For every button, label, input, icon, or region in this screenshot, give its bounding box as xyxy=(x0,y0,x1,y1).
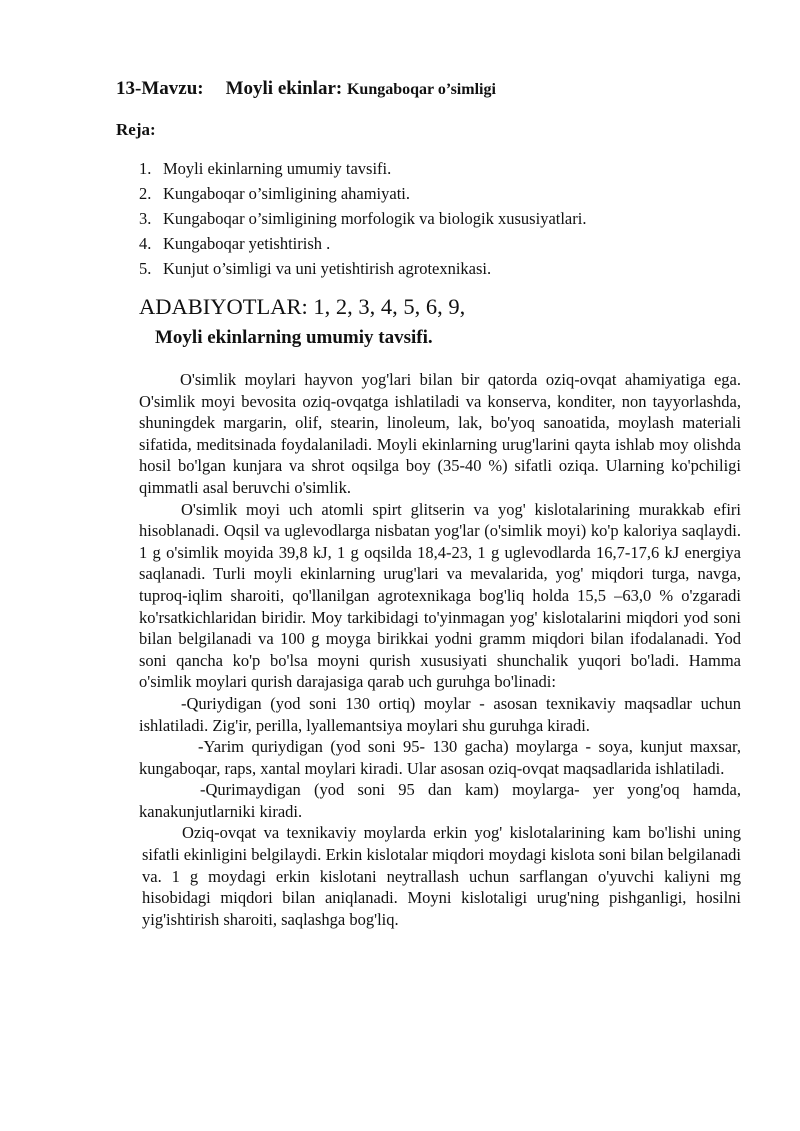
section-heading: Moyli ekinlarning umumiy tavsifi. xyxy=(155,327,433,348)
paragraph: -Yarim quriydigan (yod soni 95- 130 gacha) moylarga - soya, kunjut maxsar, kungaboqar, raps, xantal moylari kiradi. Ular asosan oziq-ovqat maqsadlarida ishlatiladi. xyxy=(139,737,741,778)
plan-item-number: 4. xyxy=(139,234,152,253)
topic-subtitle: Kungaboqar o’simligi xyxy=(346,81,496,98)
plan-item-number: 1. xyxy=(139,159,152,178)
paragraph: O'simlik moylari hayvon yog'lari bilan bir qatorda oziq-ovqat ahamiyatiga ega. O'simlik moyi bevosita oziq-ovqatga ishlatiladi va konserva, konditer, non tayyorlashda, shuningdek margarin, olif, stearin, linoleum, lak, bo'yoq sanoatida, moylash materiali sifatida, meditsinada foydalaniladi. Moyli ekinlarning urug'larini qayta ishlab moy olishda hosil bo'lgan kunjara va shrot oqsilga boy (35-40 %) sifatli oziqa. Ularning ko'pchiligi qimmatli asal beruvchi o'simlik. xyxy=(139,370,741,497)
plan-item xyxy=(139,231,586,256)
paragraph: Oziq-ovqat va texnikaviy moylarda erkin yog' kislotalarining kam bo'lishi uning sifatli ekinligini belgilaydi. Erkin kislotalar miqdori moydagi kislota soni bilan belgilanadi va. 1 g moydagi erkin kislotani neytrallash uchun sarflangan o'yuvchi kaliyni mg hisobidagi miqdori bilan aniqlanadi. Moyni kislotaligi urug'ning pishganligi, hosilni yig'ishtirish sharoiti, saqlashga bog'liq. xyxy=(142,823,741,929)
paragraph: -Quriydigan (yod soni 130 ortiq) moylar - asosan texnikaviy maqsadlar uchun ishlatiladi. Zig'ir, perilla, lyallemantsiya moylari shu guruhga kiradi. xyxy=(139,693,741,735)
plan-item-text: Kunjut o’simligi va uni yetishtirish agrotexnikasi. xyxy=(163,259,492,278)
plan-list xyxy=(139,156,586,281)
plan-item-number: 2. xyxy=(139,184,152,203)
topic-title: Moyli ekinlar: xyxy=(225,78,343,99)
plan-item-text: Kungaboqar o’simligining morfologik va biologik xususiyatlari. xyxy=(163,209,587,228)
plan-item-text: Kungaboqar o’simligining ahamiyati. xyxy=(163,184,411,203)
page-title xyxy=(116,78,496,100)
paragraph: O'simlik moyi uch atomli spirt glitserin va yog' kislotalarining murakkab efiri hisoblanadi. Oqsil va uglevodlarga nisbatan yog'lar (o'simlik moyi) ko'p kaloriya saqlaydi. 1 g o'simlik moyida 39,8 kJ, 1 g oqsilda 18,4-23, 1 g uglevodlarda 16,7-17,6 kJ energiya saqlanadi. Turli moyli ekinlarning urug'lari va mevalarida, yog' miqdori turga, navga, tuproq-iqlim sharoiti, qo'llanilgan agrotexnikaga bog'liq holda 15,5 –63,0 % o'zgaradi ko'rsatkichlaridan biridir. Moy tarkibidagi to'yinmagan yog' kislotalarini miqdori yod soni bilan belgilanadi va 100 g moyga birikkai yodni gramm miqdori bilan ifodalanadi. Yod soni qancha ko'p bo'lsa moyni qurish xususiyati shunchalik yuqori bo'ladi. Hamma o'simlik moylari qurish darajasiga qarab uch guruhga bo'linadi: xyxy=(139,499,741,692)
paragraph: -Qurimaydigan (yod soni 95 dan kam) moylarga- yer yong'oq hamda, kanakunjutlarniki kiradi. xyxy=(139,780,741,821)
plan-item-text: Moyli ekinlarning umumiy tavsifi. xyxy=(163,159,392,178)
topic-number: 13-Mavzu: xyxy=(116,78,204,99)
plan-item xyxy=(139,256,586,281)
plan-item-number: 3. xyxy=(139,209,152,228)
plan-item xyxy=(139,156,586,181)
references-line: ADABIYOTLAR: 1, 2, 3, 4, 5, 6, 9, xyxy=(139,294,466,319)
plan-item-text: Kungaboqar yetishtirish . xyxy=(163,234,331,253)
plan-item xyxy=(139,181,586,206)
body-text xyxy=(139,369,741,930)
plan-label: Reja: xyxy=(116,120,156,139)
plan-item-number: 5. xyxy=(139,259,152,278)
plan-item xyxy=(139,206,586,231)
